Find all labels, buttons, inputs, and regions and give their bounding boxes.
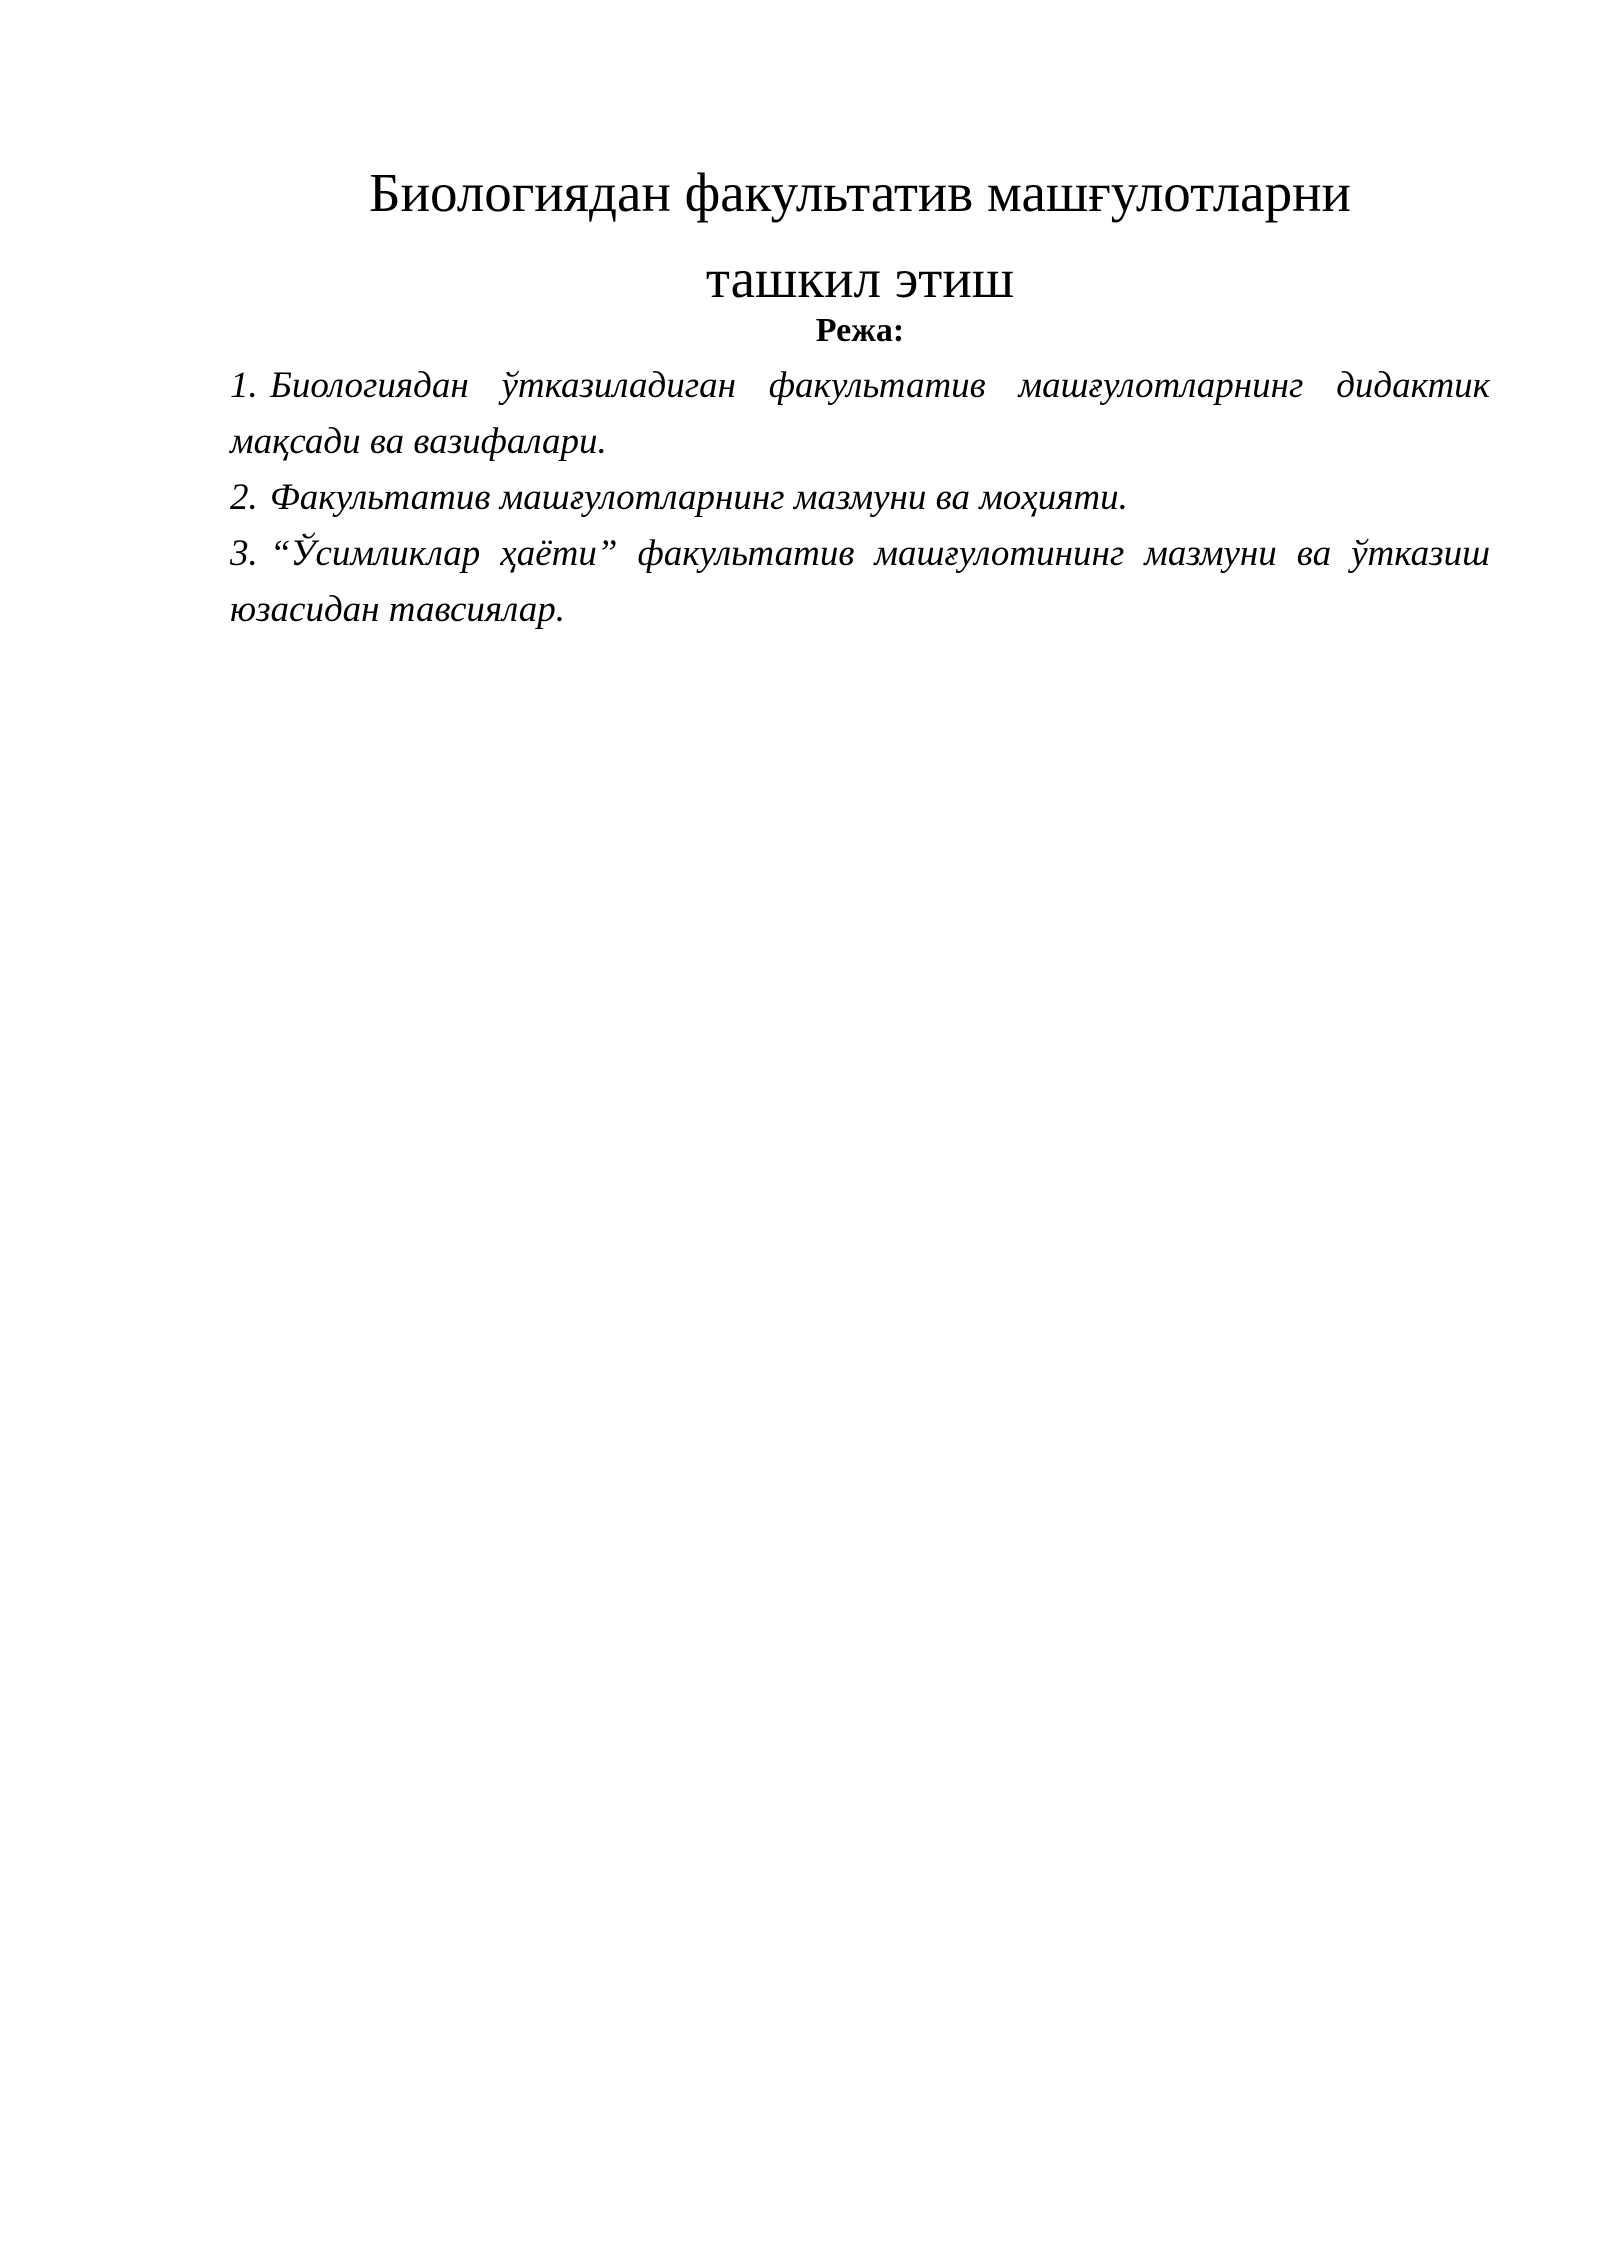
document-title [230, 150, 1490, 322]
plan-item [230, 358, 1490, 470]
document-title-line-2: ташкил этиш [705, 248, 1015, 309]
plan-item-number: 1. [230, 365, 258, 406]
document-title-line-1: Биологиядан факультатив машғулотларни [369, 162, 1351, 223]
plan-item-text: Биологиядан ўтказиладиган факультатив машғулотларнинг дидактик мақсади ва вазифалари. [230, 365, 1490, 462]
plan-item [230, 526, 1490, 638]
plan-list [230, 358, 1490, 638]
plan-heading: Режа: [815, 312, 905, 349]
plan-item [230, 470, 1490, 526]
plan-item-text: Факультатив машғулотларнинг мазмуни ва моҳияти. [270, 477, 1128, 518]
plan-item-text: “Ўсимликлар ҳаёти” факультатив машғулотининг мазмуни ва ўтказиш юзасидан тавсиялар. [230, 533, 1490, 630]
plan-item-number: 3. [230, 533, 258, 574]
plan-item-number: 2. [230, 477, 258, 518]
